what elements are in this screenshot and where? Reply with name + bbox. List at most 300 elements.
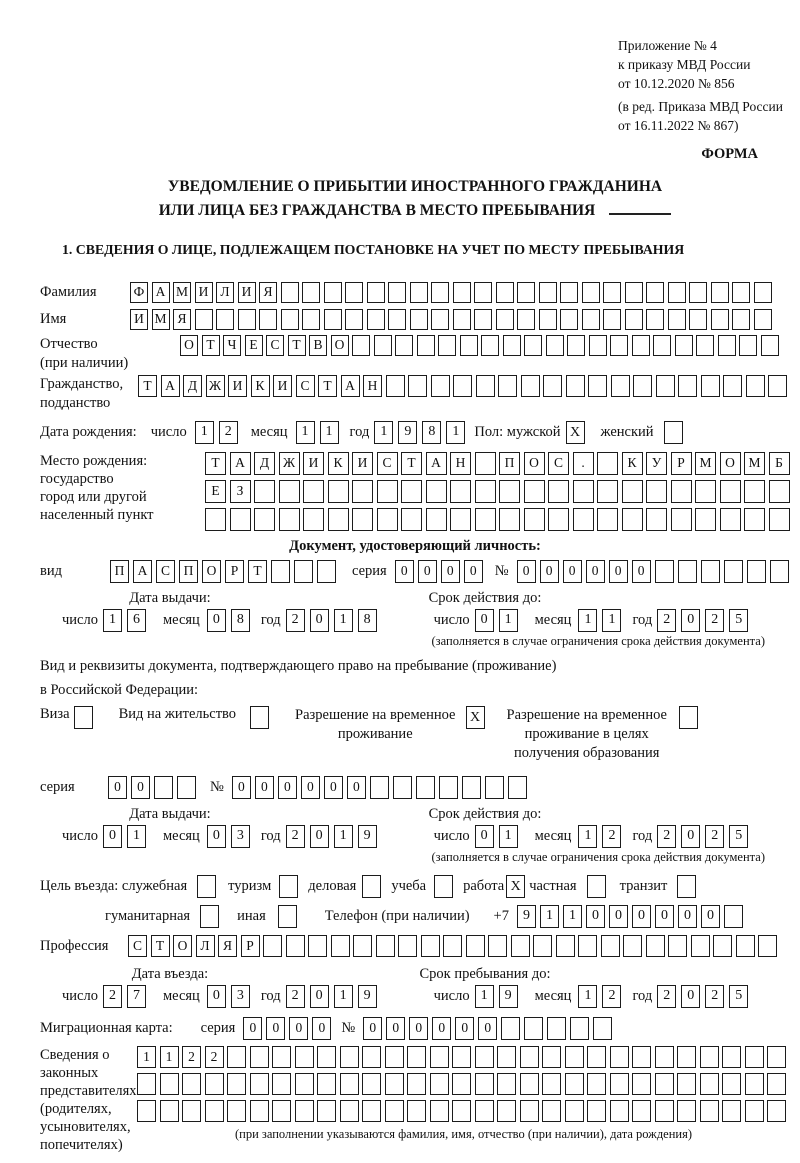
char-cell[interactable]: [754, 309, 772, 330]
char-cell[interactable]: [724, 560, 743, 583]
char-cell[interactable]: [560, 282, 578, 303]
char-cell[interactable]: [367, 282, 385, 303]
char-cell[interactable]: [689, 282, 707, 303]
char-cell[interactable]: [767, 1046, 786, 1068]
char-cell[interactable]: Т: [151, 935, 170, 957]
char-cell[interactable]: [430, 1073, 449, 1095]
char-cell[interactable]: 1: [137, 1046, 156, 1068]
char-cell[interactable]: [386, 375, 405, 397]
char-cell[interactable]: [745, 1073, 764, 1095]
char-cell[interactable]: Я: [173, 309, 191, 330]
char-cell[interactable]: 1: [320, 421, 339, 444]
char-cell[interactable]: [453, 375, 472, 397]
char-cell[interactable]: [560, 309, 578, 330]
char-cell[interactable]: [677, 1100, 696, 1122]
char-cell[interactable]: 2: [602, 825, 621, 848]
char-cell[interactable]: [475, 1100, 494, 1122]
char-cell[interactable]: [593, 1017, 612, 1040]
char-cell[interactable]: [328, 508, 349, 531]
char-cell[interactable]: [499, 508, 520, 531]
temp-residence-edu-checkbox[interactable]: [679, 706, 698, 729]
char-cell[interactable]: [328, 480, 349, 503]
char-cell[interactable]: 1: [334, 609, 353, 632]
char-cell[interactable]: [671, 508, 692, 531]
char-cell[interactable]: Т: [248, 560, 267, 583]
char-cell[interactable]: [632, 1046, 651, 1068]
char-cell[interactable]: [520, 1073, 539, 1095]
char-cell[interactable]: [438, 335, 456, 356]
char-cell[interactable]: [689, 309, 707, 330]
char-cell[interactable]: [227, 1100, 246, 1122]
char-cell[interactable]: Т: [318, 375, 337, 397]
char-cell[interactable]: [294, 560, 313, 583]
char-cell[interactable]: 0: [103, 825, 122, 848]
char-cell[interactable]: [633, 375, 652, 397]
char-cell[interactable]: [498, 375, 517, 397]
char-cell[interactable]: [589, 335, 607, 356]
char-cell[interactable]: 0: [395, 560, 414, 583]
char-cell[interactable]: [416, 776, 435, 799]
char-cell[interactable]: [177, 776, 196, 799]
char-cell[interactable]: [632, 335, 650, 356]
char-cell[interactable]: [230, 508, 251, 531]
char-cell[interactable]: 1: [499, 609, 518, 632]
char-cell[interactable]: 0: [108, 776, 127, 799]
char-cell[interactable]: [272, 1100, 291, 1122]
char-cell[interactable]: З: [230, 480, 251, 503]
char-cell[interactable]: [744, 480, 765, 503]
char-cell[interactable]: [711, 309, 729, 330]
char-cell[interactable]: Я: [259, 282, 277, 303]
char-cell[interactable]: Е: [205, 480, 226, 503]
char-cell[interactable]: [259, 309, 277, 330]
char-cell[interactable]: 0: [386, 1017, 405, 1040]
char-cell[interactable]: [646, 935, 665, 957]
char-cell[interactable]: [250, 1073, 269, 1095]
char-cell[interactable]: 0: [207, 609, 226, 632]
char-cell[interactable]: 0: [609, 560, 628, 583]
char-cell[interactable]: В: [309, 335, 327, 356]
char-cell[interactable]: [407, 1073, 426, 1095]
char-cell[interactable]: [582, 309, 600, 330]
char-cell[interactable]: [452, 1073, 471, 1095]
char-cell[interactable]: 2: [205, 1046, 224, 1068]
char-cell[interactable]: Т: [205, 452, 226, 475]
char-cell[interactable]: [668, 282, 686, 303]
char-cell[interactable]: 1: [334, 985, 353, 1008]
char-cell[interactable]: 0: [232, 776, 251, 799]
char-cell[interactable]: 8: [231, 609, 250, 632]
char-cell[interactable]: [443, 935, 462, 957]
char-cell[interactable]: [691, 935, 710, 957]
char-cell[interactable]: [474, 309, 492, 330]
char-cell[interactable]: 3: [231, 985, 250, 1008]
char-cell[interactable]: 0: [478, 1017, 497, 1040]
char-cell[interactable]: [646, 480, 667, 503]
visa-checkbox[interactable]: [74, 706, 93, 729]
char-cell[interactable]: [656, 375, 675, 397]
char-cell[interactable]: 3: [231, 825, 250, 848]
char-cell[interactable]: Р: [671, 452, 692, 475]
char-cell[interactable]: 9: [398, 421, 417, 444]
char-cell[interactable]: [497, 1073, 516, 1095]
char-cell[interactable]: 0: [255, 776, 274, 799]
char-cell[interactable]: [745, 1100, 764, 1122]
char-cell[interactable]: [524, 1017, 543, 1040]
char-cell[interactable]: [548, 480, 569, 503]
char-cell[interactable]: [713, 935, 732, 957]
char-cell[interactable]: [565, 1073, 584, 1095]
char-cell[interactable]: Я: [218, 935, 237, 957]
char-cell[interactable]: 0: [540, 560, 559, 583]
char-cell[interactable]: Т: [138, 375, 157, 397]
char-cell[interactable]: [352, 335, 370, 356]
char-cell[interactable]: И: [228, 375, 247, 397]
char-cell[interactable]: [539, 309, 557, 330]
char-cell[interactable]: [632, 1073, 651, 1095]
char-cell[interactable]: [601, 935, 620, 957]
char-cell[interactable]: [340, 1046, 359, 1068]
char-cell[interactable]: [548, 508, 569, 531]
char-cell[interactable]: [700, 1100, 719, 1122]
purpose-work-checkbox[interactable]: X: [506, 875, 525, 898]
char-cell[interactable]: [474, 282, 492, 303]
char-cell[interactable]: [655, 1100, 674, 1122]
char-cell[interactable]: [362, 1100, 381, 1122]
char-cell[interactable]: [295, 1046, 314, 1068]
char-cell[interactable]: С: [266, 335, 284, 356]
char-cell[interactable]: 2: [657, 825, 676, 848]
char-cell[interactable]: [317, 1046, 336, 1068]
char-cell[interactable]: [610, 1046, 629, 1068]
char-cell[interactable]: [195, 309, 213, 330]
char-cell[interactable]: 0: [475, 825, 494, 848]
char-cell[interactable]: [227, 1046, 246, 1068]
char-cell[interactable]: [610, 335, 628, 356]
char-cell[interactable]: [587, 1046, 606, 1068]
char-cell[interactable]: [671, 480, 692, 503]
char-cell[interactable]: [279, 480, 300, 503]
char-cell[interactable]: М: [695, 452, 716, 475]
char-cell[interactable]: [271, 560, 290, 583]
purpose-business-checkbox[interactable]: [362, 875, 381, 898]
char-cell[interactable]: [439, 776, 458, 799]
char-cell[interactable]: [286, 935, 305, 957]
char-cell[interactable]: [385, 1046, 404, 1068]
char-cell[interactable]: 9: [517, 905, 536, 928]
char-cell[interactable]: Д: [183, 375, 202, 397]
char-cell[interactable]: [410, 282, 428, 303]
char-cell[interactable]: [308, 935, 327, 957]
char-cell[interactable]: 1: [374, 421, 393, 444]
char-cell[interactable]: О: [173, 935, 192, 957]
char-cell[interactable]: [655, 560, 674, 583]
char-cell[interactable]: [401, 508, 422, 531]
char-cell[interactable]: [767, 1100, 786, 1122]
char-cell[interactable]: [353, 935, 372, 957]
char-cell[interactable]: [376, 935, 395, 957]
char-cell[interactable]: 0: [681, 825, 700, 848]
char-cell[interactable]: [632, 1100, 651, 1122]
char-cell[interactable]: К: [251, 375, 270, 397]
char-cell[interactable]: [622, 480, 643, 503]
char-cell[interactable]: Ч: [223, 335, 241, 356]
char-cell[interactable]: [501, 1017, 520, 1040]
char-cell[interactable]: 0: [475, 609, 494, 632]
char-cell[interactable]: [524, 508, 545, 531]
char-cell[interactable]: [696, 335, 714, 356]
char-cell[interactable]: [677, 1073, 696, 1095]
char-cell[interactable]: [272, 1046, 291, 1068]
char-cell[interactable]: 6: [127, 609, 146, 632]
char-cell[interactable]: [182, 1100, 201, 1122]
char-cell[interactable]: [610, 1073, 629, 1095]
char-cell[interactable]: [452, 1046, 471, 1068]
char-cell[interactable]: 0: [324, 776, 343, 799]
char-cell[interactable]: [431, 375, 450, 397]
char-cell[interactable]: [388, 309, 406, 330]
char-cell[interactable]: [466, 935, 485, 957]
char-cell[interactable]: О: [180, 335, 198, 356]
char-cell[interactable]: 5: [729, 609, 748, 632]
char-cell[interactable]: [362, 1073, 381, 1095]
char-cell[interactable]: [281, 309, 299, 330]
char-cell[interactable]: О: [720, 452, 741, 475]
char-cell[interactable]: [678, 560, 697, 583]
char-cell[interactable]: А: [161, 375, 180, 397]
char-cell[interactable]: [370, 776, 389, 799]
char-cell[interactable]: 1: [578, 825, 597, 848]
char-cell[interactable]: 0: [243, 1017, 262, 1040]
char-cell[interactable]: Р: [241, 935, 260, 957]
char-cell[interactable]: 2: [602, 985, 621, 1008]
char-cell[interactable]: [205, 1073, 224, 1095]
char-cell[interactable]: 1: [578, 609, 597, 632]
male-checkbox[interactable]: X: [566, 421, 585, 444]
char-cell[interactable]: [462, 776, 481, 799]
char-cell[interactable]: 2: [103, 985, 122, 1008]
char-cell[interactable]: 5: [729, 825, 748, 848]
char-cell[interactable]: 1: [540, 905, 559, 928]
char-cell[interactable]: 0: [586, 560, 605, 583]
char-cell[interactable]: А: [341, 375, 360, 397]
char-cell[interactable]: 1: [127, 825, 146, 848]
char-cell[interactable]: [303, 508, 324, 531]
char-cell[interactable]: [417, 335, 435, 356]
char-cell[interactable]: [655, 1046, 674, 1068]
char-cell[interactable]: 0: [586, 905, 605, 928]
char-cell[interactable]: 0: [441, 560, 460, 583]
char-cell[interactable]: П: [179, 560, 198, 583]
char-cell[interactable]: [238, 309, 256, 330]
char-cell[interactable]: [216, 309, 234, 330]
char-cell[interactable]: [331, 935, 350, 957]
char-cell[interactable]: [431, 282, 449, 303]
char-cell[interactable]: И: [352, 452, 373, 475]
char-cell[interactable]: 9: [358, 985, 377, 1008]
char-cell[interactable]: [597, 452, 618, 475]
char-cell[interactable]: [503, 335, 521, 356]
char-cell[interactable]: [475, 480, 496, 503]
char-cell[interactable]: [695, 480, 716, 503]
char-cell[interactable]: [137, 1100, 156, 1122]
char-cell[interactable]: [295, 1073, 314, 1095]
char-cell[interactable]: [453, 309, 471, 330]
char-cell[interactable]: 0: [563, 560, 582, 583]
char-cell[interactable]: [573, 480, 594, 503]
char-cell[interactable]: [770, 560, 789, 583]
char-cell[interactable]: Л: [216, 282, 234, 303]
char-cell[interactable]: Н: [450, 452, 471, 475]
char-cell[interactable]: И: [303, 452, 324, 475]
char-cell[interactable]: Ж: [279, 452, 300, 475]
char-cell[interactable]: [303, 480, 324, 503]
char-cell[interactable]: 0: [310, 825, 329, 848]
char-cell[interactable]: [732, 282, 750, 303]
char-cell[interactable]: [345, 309, 363, 330]
char-cell[interactable]: [720, 480, 741, 503]
char-cell[interactable]: [597, 508, 618, 531]
char-cell[interactable]: [407, 1100, 426, 1122]
char-cell[interactable]: [565, 1046, 584, 1068]
char-cell[interactable]: [542, 1073, 561, 1095]
char-cell[interactable]: [295, 1100, 314, 1122]
char-cell[interactable]: [611, 375, 630, 397]
char-cell[interactable]: 1: [160, 1046, 179, 1068]
char-cell[interactable]: [700, 1046, 719, 1068]
char-cell[interactable]: [646, 508, 667, 531]
char-cell[interactable]: [475, 1046, 494, 1068]
char-cell[interactable]: М: [173, 282, 191, 303]
char-cell[interactable]: [430, 1100, 449, 1122]
char-cell[interactable]: [646, 309, 664, 330]
char-cell[interactable]: У: [646, 452, 667, 475]
char-cell[interactable]: [385, 1073, 404, 1095]
char-cell[interactable]: 5: [729, 985, 748, 1008]
char-cell[interactable]: [410, 309, 428, 330]
char-cell[interactable]: 9: [358, 825, 377, 848]
char-cell[interactable]: .: [573, 452, 594, 475]
char-cell[interactable]: А: [152, 282, 170, 303]
char-cell[interactable]: Ф: [130, 282, 148, 303]
char-cell[interactable]: [398, 935, 417, 957]
char-cell[interactable]: И: [195, 282, 213, 303]
char-cell[interactable]: 2: [286, 825, 305, 848]
purpose-humanitarian-checkbox[interactable]: [200, 905, 219, 928]
char-cell[interactable]: [408, 375, 427, 397]
female-checkbox[interactable]: [664, 421, 683, 444]
char-cell[interactable]: [450, 480, 471, 503]
char-cell[interactable]: С: [377, 452, 398, 475]
char-cell[interactable]: [154, 776, 173, 799]
char-cell[interactable]: 0: [455, 1017, 474, 1040]
char-cell[interactable]: 2: [657, 609, 676, 632]
char-cell[interactable]: [622, 508, 643, 531]
char-cell[interactable]: [324, 282, 342, 303]
char-cell[interactable]: [758, 935, 777, 957]
char-cell[interactable]: [603, 282, 621, 303]
char-cell[interactable]: 2: [705, 825, 724, 848]
char-cell[interactable]: 2: [286, 609, 305, 632]
char-cell[interactable]: [160, 1073, 179, 1095]
char-cell[interactable]: [340, 1100, 359, 1122]
char-cell[interactable]: [324, 309, 342, 330]
char-cell[interactable]: А: [230, 452, 251, 475]
char-cell[interactable]: 0: [632, 560, 651, 583]
char-cell[interactable]: [302, 309, 320, 330]
char-cell[interactable]: [578, 935, 597, 957]
char-cell[interactable]: [556, 935, 575, 957]
char-cell[interactable]: 2: [182, 1046, 201, 1068]
char-cell[interactable]: Б: [769, 452, 790, 475]
char-cell[interactable]: 0: [312, 1017, 331, 1040]
char-cell[interactable]: Н: [363, 375, 382, 397]
char-cell[interactable]: [426, 508, 447, 531]
char-cell[interactable]: К: [328, 452, 349, 475]
char-cell[interactable]: [711, 282, 729, 303]
char-cell[interactable]: 0: [432, 1017, 451, 1040]
char-cell[interactable]: 1: [602, 609, 621, 632]
char-cell[interactable]: 1: [103, 609, 122, 632]
char-cell[interactable]: [496, 309, 514, 330]
char-cell[interactable]: [582, 282, 600, 303]
char-cell[interactable]: [767, 1073, 786, 1095]
char-cell[interactable]: [250, 1046, 269, 1068]
char-cell[interactable]: [720, 508, 741, 531]
char-cell[interactable]: А: [133, 560, 152, 583]
char-cell[interactable]: 8: [422, 421, 441, 444]
char-cell[interactable]: [769, 480, 790, 503]
char-cell[interactable]: 0: [681, 609, 700, 632]
char-cell[interactable]: 2: [657, 985, 676, 1008]
char-cell[interactable]: 2: [705, 985, 724, 1008]
char-cell[interactable]: 1: [195, 421, 214, 444]
char-cell[interactable]: 0: [681, 985, 700, 1008]
char-cell[interactable]: [646, 282, 664, 303]
char-cell[interactable]: [517, 309, 535, 330]
char-cell[interactable]: [426, 480, 447, 503]
char-cell[interactable]: [475, 508, 496, 531]
char-cell[interactable]: [668, 309, 686, 330]
char-cell[interactable]: 0: [517, 560, 536, 583]
char-cell[interactable]: [395, 335, 413, 356]
char-cell[interactable]: 0: [310, 985, 329, 1008]
char-cell[interactable]: [281, 282, 299, 303]
char-cell[interactable]: [453, 282, 471, 303]
char-cell[interactable]: [431, 309, 449, 330]
char-cell[interactable]: [377, 508, 398, 531]
char-cell[interactable]: 7: [127, 985, 146, 1008]
char-cell[interactable]: С: [548, 452, 569, 475]
char-cell[interactable]: [542, 1100, 561, 1122]
char-cell[interactable]: [610, 1100, 629, 1122]
char-cell[interactable]: 1: [334, 825, 353, 848]
char-cell[interactable]: [653, 335, 671, 356]
char-cell[interactable]: Т: [202, 335, 220, 356]
char-cell[interactable]: [587, 1100, 606, 1122]
char-cell[interactable]: 1: [475, 985, 494, 1008]
char-cell[interactable]: [700, 1073, 719, 1095]
char-cell[interactable]: [401, 480, 422, 503]
char-cell[interactable]: 0: [418, 560, 437, 583]
char-cell[interactable]: [521, 375, 540, 397]
char-cell[interactable]: 1: [446, 421, 465, 444]
char-cell[interactable]: [511, 935, 530, 957]
char-cell[interactable]: [732, 309, 750, 330]
char-cell[interactable]: [542, 1046, 561, 1068]
char-cell[interactable]: М: [744, 452, 765, 475]
char-cell[interactable]: Е: [245, 335, 263, 356]
